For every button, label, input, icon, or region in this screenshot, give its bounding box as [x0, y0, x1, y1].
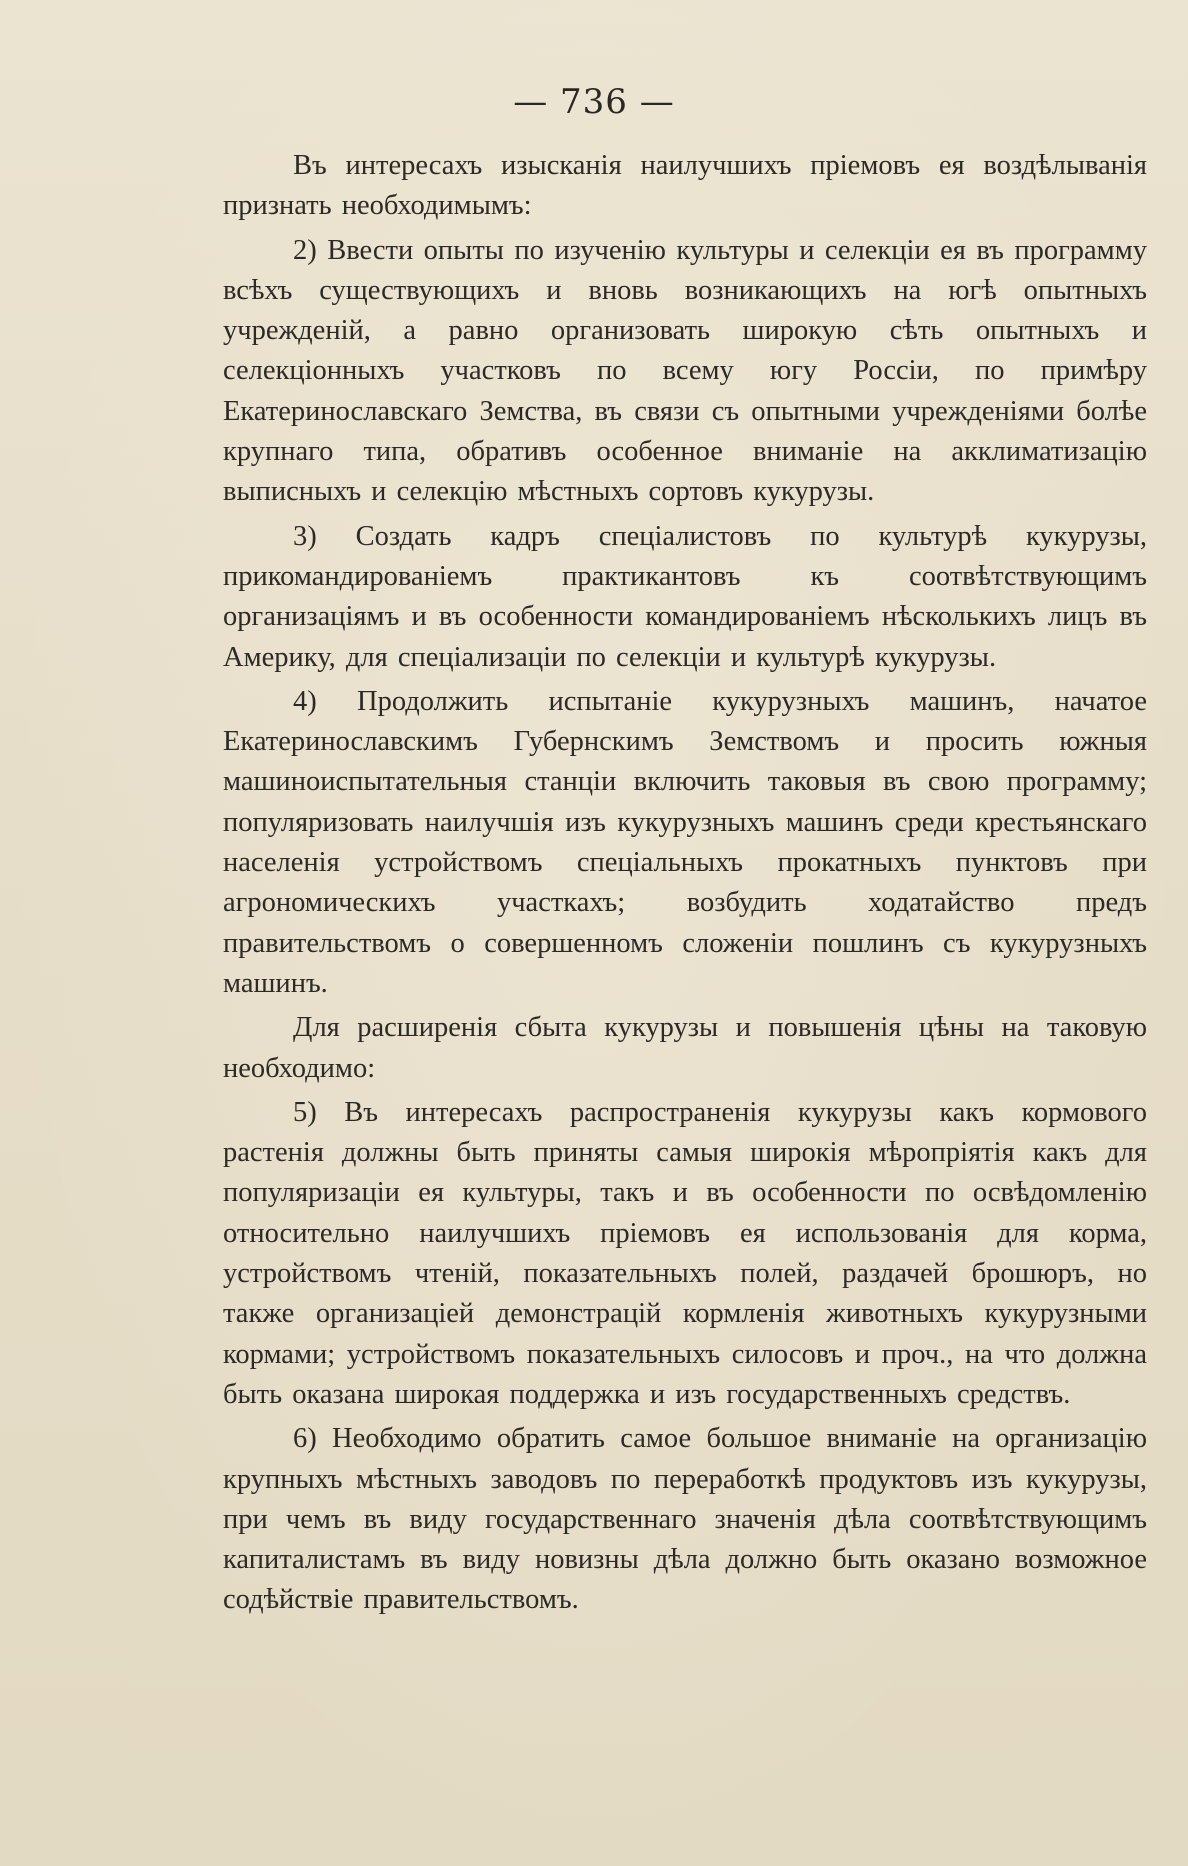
paragraph-item-5: 5) Въ интересахъ распространенія кукурузы какъ кормового растенія должны быть приняты самыя широкія мѣропріятія какъ для популяризаціи ея культуры, такъ и въ особенности по освѣдомленію относительно наилучшихъ пріемовъ ея использованія для корма, устройствомъ чтеній, показательныхъ полей, раздачей брошюръ, но также организаціей демонстрацій кормленія животныхъ кукурузными кормами; устройствомъ показательныхъ силосовъ и проч., на что должна быть оказана широкая поддержка и изъ государственныхъ средствъ.: [223, 1096, 1147, 1410]
paragraph-item-3: 3) Создать кадръ спеціалистовъ по культурѣ кукурузы, прикомандированіемъ практикантовъ къ соотвѣтствующимъ организаціямъ и въ особенности командированіемъ нѣсколькихъ лицъ въ Америку, для спеціализаціи по селекціи и культурѣ кукурузы.: [223, 520, 1147, 673]
paragraph-item-4: 4) Продолжить испытаніе кукурузныхъ машинъ, начатое Екатеринославскимъ Губернскимъ Земствомъ и просить южныя машиноиспытательныя станціи включить таковыя въ свою программу; популяризовать наилучшія изъ кукурузныхъ машинъ среди крестьянскаго населенія устройствомъ спеціальныхъ прокатныхъ пунктовъ при агрономическихъ участкахъ; возбудить ходатайство предъ правительствомъ о совершенномъ сложеніи пошлинъ съ кукурузныхъ машинъ.: [223, 685, 1147, 999]
page-number: — 736 —: [513, 82, 675, 122]
paragraph-intro: Въ интересахъ изысканія наилучшихъ пріемовъ ея воздѣлыванія признать необходимымъ:: [223, 150, 1147, 222]
paragraph-sales-intro: Для расширенія сбыта кукурузы и повышенія цѣны на таковую необходимо:: [223, 1012, 1147, 1084]
page-body: [223, 146, 1147, 1625]
paragraph-item-2: 2) Ввести опыты по изученію культуры и селекціи ея въ программу всѣхъ существующихъ и вновь возникающихъ на югѣ опытныхъ учрежденій, а равно организовать широкую сѣть опытныхъ и селекціонныхъ участковъ по всему югу Россіи, по примѣру Екатеринославскаго Земства, въ связи съ опытными учрежденіями болѣе крупнаго типа, обративъ особенное вниманіе на акклиматизацію выписныхъ и селекцію мѣстныхъ сортовъ кукурузы.: [223, 234, 1147, 508]
paragraph-item-6: 6) Необходимо обратить самое большое вниманіе на организацію крупныхъ мѣстныхъ заводовъ по переработкѣ продуктовъ изъ кукурузы, при чемъ въ виду государственнаго значенія дѣла соотвѣтствующимъ капиталистамъ въ виду новизны дѣла должно быть оказано возможное содѣйствіе правительствомъ.: [223, 1423, 1147, 1616]
